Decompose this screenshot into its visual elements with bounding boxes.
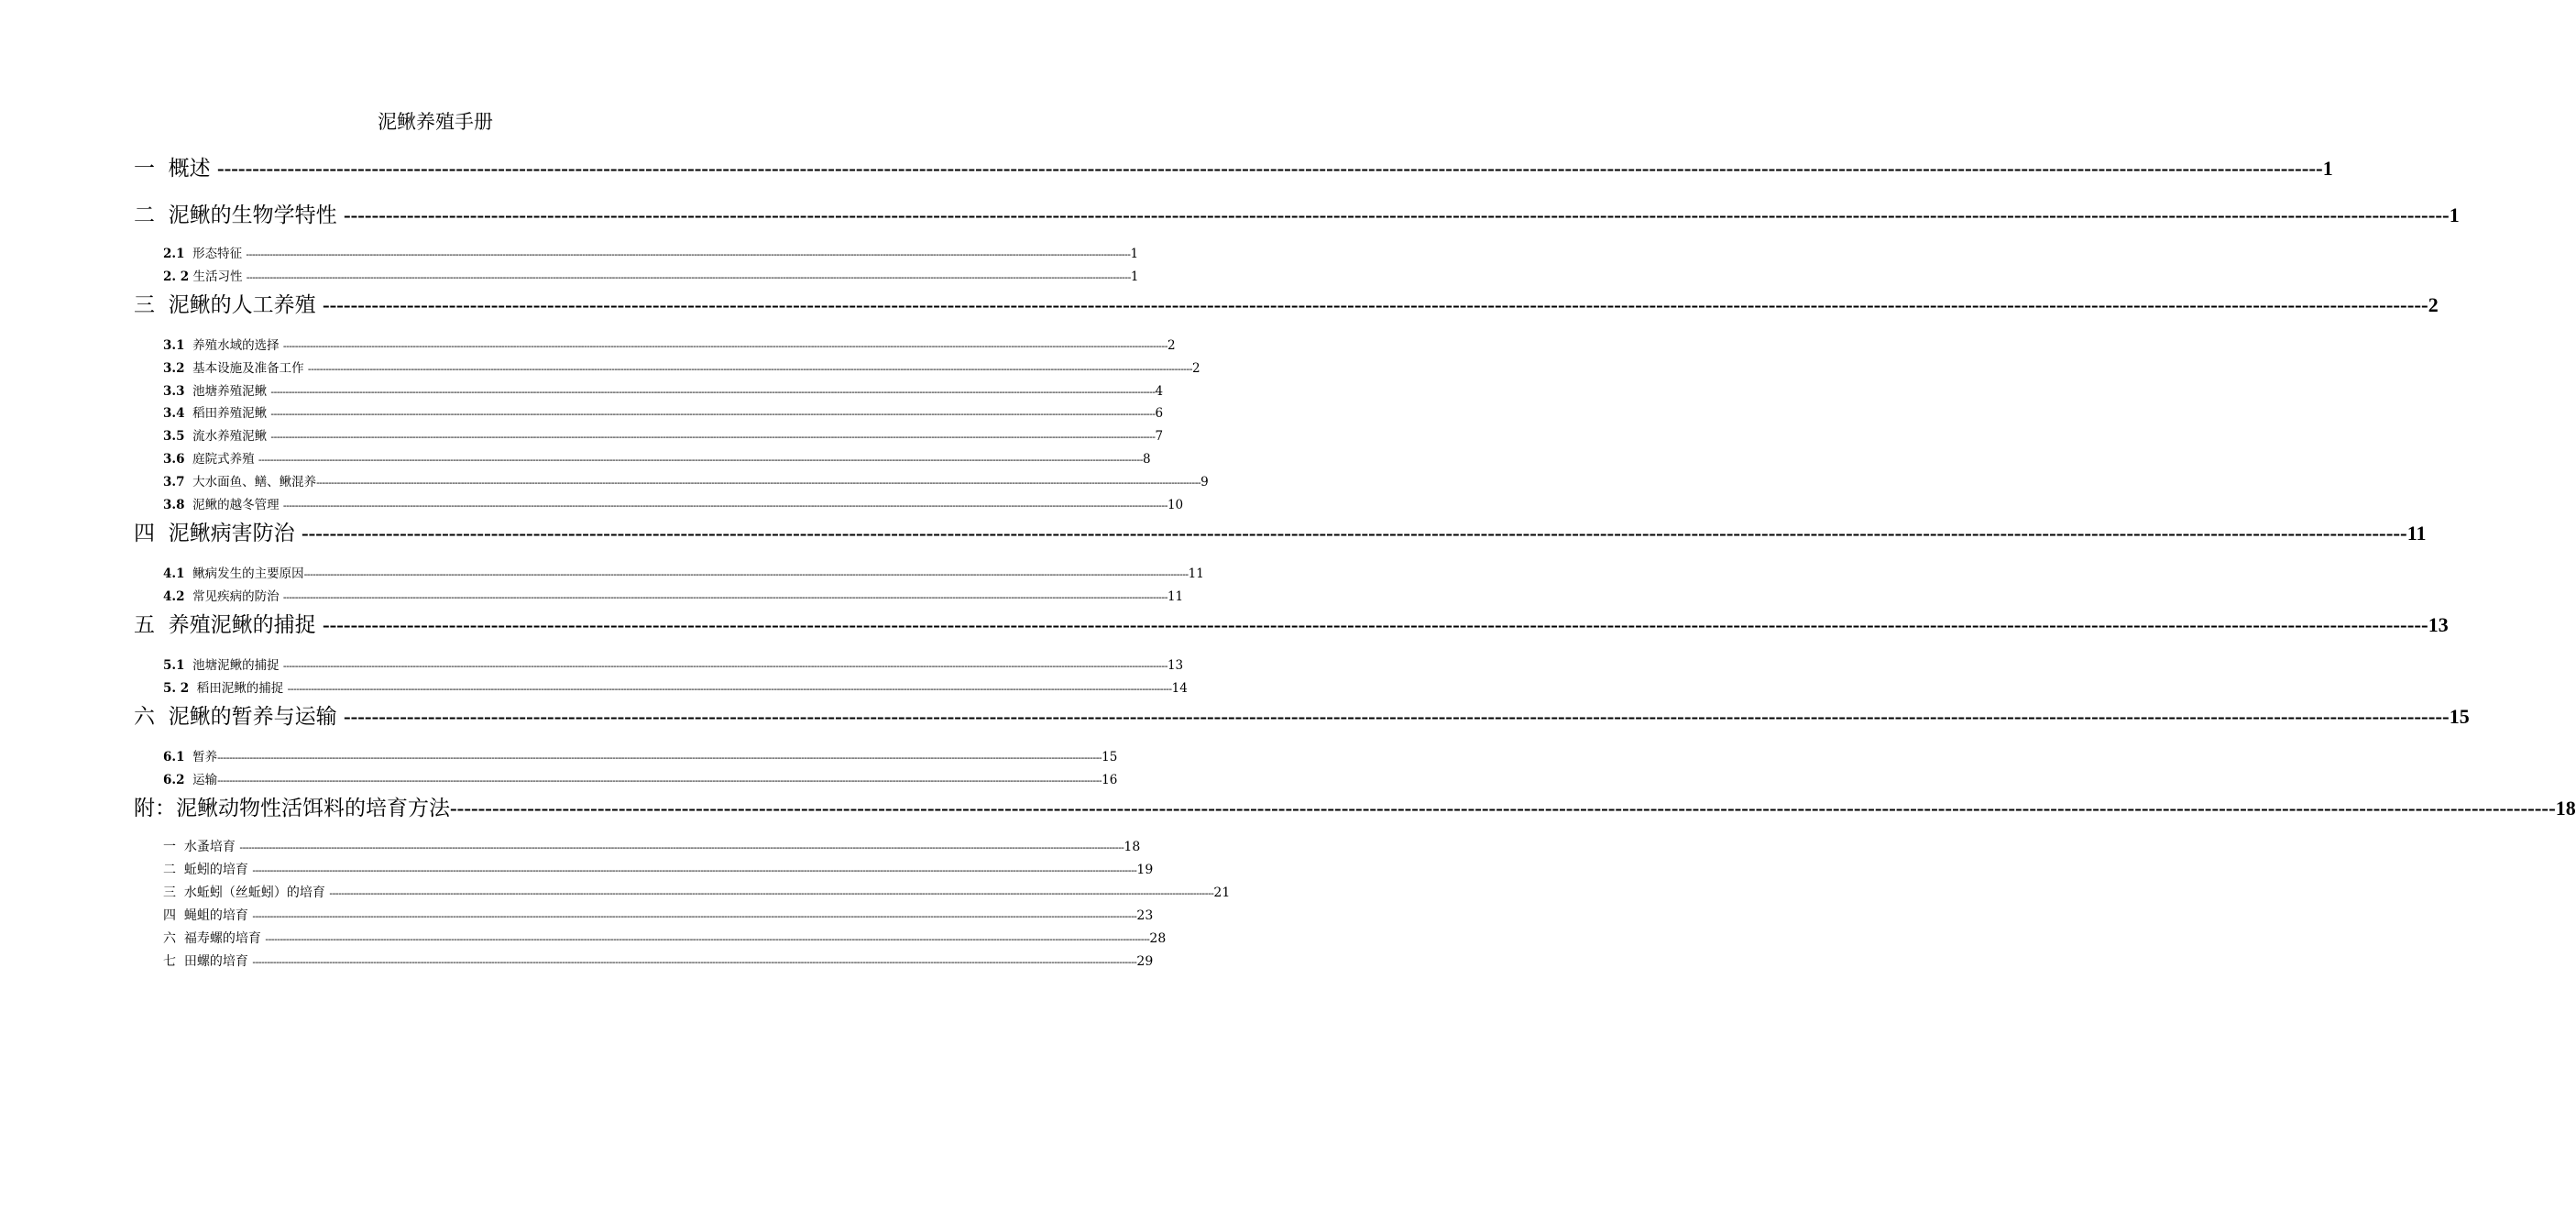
toc-page-number: 29 [1136,954,1154,969]
toc-page-number: 15 [2449,705,2470,728]
toc-text: 流水养殖泥鳅 [192,429,268,444]
toc-text: 形态特征 [192,247,243,261]
toc-text: 基本设施及准备工作 [192,361,304,376]
toc-number: 七 [163,954,176,969]
toc-page-number: 19 [1136,863,1154,877]
toc-entry[interactable] [163,656,1184,675]
toc-page-number: 1 [2322,157,2333,180]
toc-number: 一 [163,840,176,854]
toc-number: 附： [134,797,176,820]
toc-page-number: 14 [1171,681,1188,696]
toc-text: 鳅病发生的主要原因 [192,566,304,581]
toc-page-number: 9 [1200,475,1209,490]
toc-leader: ------------------------------------------------------------------------------------------------------------------------------------------------------------------------------------------------------------------------------------------------------------------------------------------------------------ [252,864,1137,876]
toc-leader: ------------------------------------------------------------------------------------------------------------------------------------------------------------------------------------------------------------------------------------------------------------------------------------------------------------ [307,363,1192,375]
toc-text: 运输 [192,773,218,787]
toc-number: 六 [134,705,155,729]
toc-entry[interactable] [163,427,1164,446]
toc-number: 四 [134,522,155,545]
toc-text: 福寿螺的培育 [183,931,261,946]
toc-text: 概述 [168,157,211,181]
toc-number: 3.4 [163,406,185,421]
toc-leader: ------------------------------------------------------------------------------------------------------------------------------------------------------------------------------------------------------------------------------------------------------------------------------------------------------------ [301,522,2407,544]
toc-number: 3.7 [163,475,185,490]
toc-entry[interactable] [163,382,1164,401]
toc-leader: ------------------------------------------------------------------------------------------------------------------------------------------------------------------------------------------------------------------------------------------------------------------------------------------------------------ [303,568,1189,580]
toc-text: 暂养 [192,750,218,764]
toc-page-number: 1 [2449,204,2460,226]
toc-leader: ------------------------------------------------------------------------------------------------------------------------------------------------------------------------------------------------------------------------------------------------------------------------------------------------------------ [329,887,1214,899]
toc-entry[interactable] [163,565,1204,583]
toc-page-number: 6 [1155,406,1164,421]
toc-page-number: 13 [1167,658,1184,673]
toc-entry[interactable] [134,201,2460,230]
toc-leader: ------------------------------------------------------------------------------------------------------------------------------------------------------------------------------------------------------------------------------------------------------------------------------------------------------------ [450,797,2556,820]
toc-entry[interactable] [134,702,2470,732]
toc-page-number: 11 [1167,589,1184,604]
toc-leader: ------------------------------------------------------------------------------------------------------------------------------------------------------------------------------------------------------------------------------------------------------------------------------------------------------------ [322,613,2428,636]
toc-text: 养殖水域的选择 [192,338,280,353]
toc-leader: ------------------------------------------------------------------------------------------------------------------------------------------------------------------------------------------------------------------------------------------------------------------------------------------------------------ [343,705,2450,728]
toc-leader: ------------------------------------------------------------------------------------------------------------------------------------------------------------------------------------------------------------------------------------------------------------------------------------------------------------ [252,910,1137,922]
toc-leader: ------------------------------------------------------------------------------------------------------------------------------------------------------------------------------------------------------------------------------------------------------------------------------------------------------------ [217,752,1102,764]
toc-leader: ------------------------------------------------------------------------------------------------------------------------------------------------------------------------------------------------------------------------------------------------------------------------------------------------------------ [287,683,1172,695]
toc-leader: ------------------------------------------------------------------------------------------------------------------------------------------------------------------------------------------------------------------------------------------------------------------------------------------------------------ [246,248,1131,260]
toc-text: 泥鳅的生物学特性 [168,204,337,227]
toc-entry[interactable] [163,930,1167,948]
toc-leader: ------------------------------------------------------------------------------------------------------------------------------------------------------------------------------------------------------------------------------------------------------------------------------------------------------------ [217,775,1102,786]
toc-entry[interactable] [163,748,1118,766]
toc-number: 2. 2 [163,270,190,284]
toc-text: 泥鳅的越冬管理 [192,498,280,512]
toc-number: 六 [163,931,176,946]
toc-page-number: 1 [1130,247,1139,261]
toc-text: 水蚤培育 [183,840,236,854]
toc-entry[interactable] [134,610,2449,640]
toc-entry[interactable] [163,679,1188,698]
toc-entry[interactable] [163,952,1154,971]
toc-text: 池塘泥鳅的捕捉 [192,658,280,673]
toc-text: 泥鳅的暂养与运输 [168,705,337,729]
toc-leader: ------------------------------------------------------------------------------------------------------------------------------------------------------------------------------------------------------------------------------------------------------------------------------------------------------------ [282,660,1167,672]
toc-number: 二 [134,204,155,227]
toc-leader: ------------------------------------------------------------------------------------------------------------------------------------------------------------------------------------------------------------------------------------------------------------------------------------------------------------ [282,340,1167,352]
toc-number: 2.1 [163,247,185,261]
toc-entry[interactable] [163,861,1154,879]
toc-leader: ------------------------------------------------------------------------------------------------------------------------------------------------------------------------------------------------------------------------------------------------------------------------------------------------------------ [270,408,1156,420]
toc-page-number: 13 [2428,613,2449,636]
toc-page-number: 1 [1130,270,1139,284]
toc-leader: ------------------------------------------------------------------------------------------------------------------------------------------------------------------------------------------------------------------------------------------------------------------------------------------------------------ [246,271,1131,283]
toc-page-number: 21 [1213,886,1231,900]
toc-page-number: 2 [2428,293,2439,316]
toc-page-number: 18 [2555,797,2576,820]
toc-number: 5.1 [163,658,185,673]
toc-number: 4.1 [163,566,185,581]
toc-page-number: 2 [1191,361,1200,376]
toc-entry[interactable] [134,794,2576,823]
toc-page-number: 16 [1102,773,1118,787]
toc-number: 三 [163,886,176,900]
toc-entry[interactable] [163,907,1154,925]
toc-number: 3.3 [163,384,185,399]
toc-entry[interactable] [163,588,1184,606]
toc-leader: ------------------------------------------------------------------------------------------------------------------------------------------------------------------------------------------------------------------------------------------------------------------------------------------------------------ [265,933,1150,945]
toc-text: 稻田养殖泥鳅 [192,406,268,421]
toc-leader: ------------------------------------------------------------------------------------------------------------------------------------------------------------------------------------------------------------------------------------------------------------------------------------------------------------ [282,591,1167,603]
toc-text: 田螺的培育 [183,954,248,969]
toc-text: 大水面鱼、鳝、鳅混养 [192,475,317,490]
toc-number: 四 [163,908,176,923]
toc-number: 3.2 [163,361,185,376]
toc-page-number: 28 [1149,931,1167,946]
toc-page-number: 7 [1155,429,1164,444]
toc-entry[interactable] [134,291,2439,320]
toc-entry[interactable] [163,268,1139,286]
toc-leader: ------------------------------------------------------------------------------------------------------------------------------------------------------------------------------------------------------------------------------------------------------------------------------------------------------------ [239,842,1124,853]
toc-page-number: 23 [1136,908,1154,923]
toc-entry[interactable] [163,404,1164,423]
toc-number: 4.2 [163,589,185,604]
toc-entry[interactable] [163,473,1209,491]
toc-entry[interactable] [163,496,1184,514]
toc-number: 二 [163,863,176,877]
toc-text: 稻田泥鳅的捕捉 [196,681,284,696]
toc-page-number: 2 [1167,338,1176,353]
toc-leader: ------------------------------------------------------------------------------------------------------------------------------------------------------------------------------------------------------------------------------------------------------------------------------------------------------------ [343,204,2450,226]
toc-leader: ------------------------------------------------------------------------------------------------------------------------------------------------------------------------------------------------------------------------------------------------------------------------------------------------------------ [316,477,1201,489]
document-title: 泥鳅养殖手册 [378,111,493,133]
toc-text: 生活习性 [192,270,243,284]
toc-text: 庭院式养殖 [192,452,255,467]
toc-number: 三 [134,293,155,317]
toc-entry[interactable] [163,884,1231,902]
toc-text: 水蚯蚓（丝蚯蚓）的培育 [183,886,325,900]
toc-leader: ------------------------------------------------------------------------------------------------------------------------------------------------------------------------------------------------------------------------------------------------------------------------------------------------------------ [322,293,2428,316]
toc-leader: ------------------------------------------------------------------------------------------------------------------------------------------------------------------------------------------------------------------------------------------------------------------------------------------------------------ [270,386,1156,398]
toc-page-number: 11 [1188,566,1204,581]
toc-number: 3.8 [163,498,185,512]
toc-page-number: 8 [1142,452,1151,467]
toc-entry[interactable] [163,359,1200,378]
toc-entry[interactable] [134,154,2333,183]
toc-number: 5. 2 [163,681,190,696]
toc-page-number: 18 [1124,840,1141,854]
toc-number: 五 [134,613,155,637]
toc-text: 池塘养殖泥鳅 [192,384,268,399]
toc-entry[interactable] [163,245,1139,263]
toc-leader: ------------------------------------------------------------------------------------------------------------------------------------------------------------------------------------------------------------------------------------------------------------------------------------------------------------ [216,157,2323,180]
toc-number: 3.5 [163,429,185,444]
toc-entry[interactable] [163,771,1118,789]
toc-leader: ------------------------------------------------------------------------------------------------------------------------------------------------------------------------------------------------------------------------------------------------------------------------------------------------------------ [282,500,1167,512]
toc-number: 一 [134,157,155,181]
toc-page-number: 11 [2406,522,2427,544]
toc-page-number: 4 [1155,384,1164,399]
toc-entry[interactable] [163,838,1141,856]
toc-entry[interactable] [134,519,2427,548]
toc-text: 蝇蛆的培育 [183,908,248,923]
toc-number: 6.2 [163,773,185,787]
toc-number: 3.1 [163,338,185,353]
toc-entry[interactable] [163,450,1151,468]
toc-number: 3.6 [163,452,185,467]
toc-text: 养殖泥鳅的捕捉 [168,613,316,637]
toc-page-number: 15 [1102,750,1118,764]
toc-entry[interactable] [163,336,1176,355]
toc-number: 6.1 [163,750,185,764]
toc-leader: ------------------------------------------------------------------------------------------------------------------------------------------------------------------------------------------------------------------------------------------------------------------------------------------------------------ [252,956,1137,968]
toc-text: 常见疾病的防治 [192,589,280,604]
toc-text: 泥鳅动物性活饵料的培育方法 [176,797,450,820]
toc-leader: ------------------------------------------------------------------------------------------------------------------------------------------------------------------------------------------------------------------------------------------------------------------------------------------------------------ [270,431,1156,443]
toc-page-number: 10 [1167,498,1184,512]
toc-leader: ------------------------------------------------------------------------------------------------------------------------------------------------------------------------------------------------------------------------------------------------------------------------------------------------------------ [258,454,1143,466]
toc-text: 泥鳅病害防治 [168,522,295,545]
toc-text: 蚯蚓的培育 [183,863,248,877]
toc-text: 泥鳅的人工养殖 [168,293,316,317]
